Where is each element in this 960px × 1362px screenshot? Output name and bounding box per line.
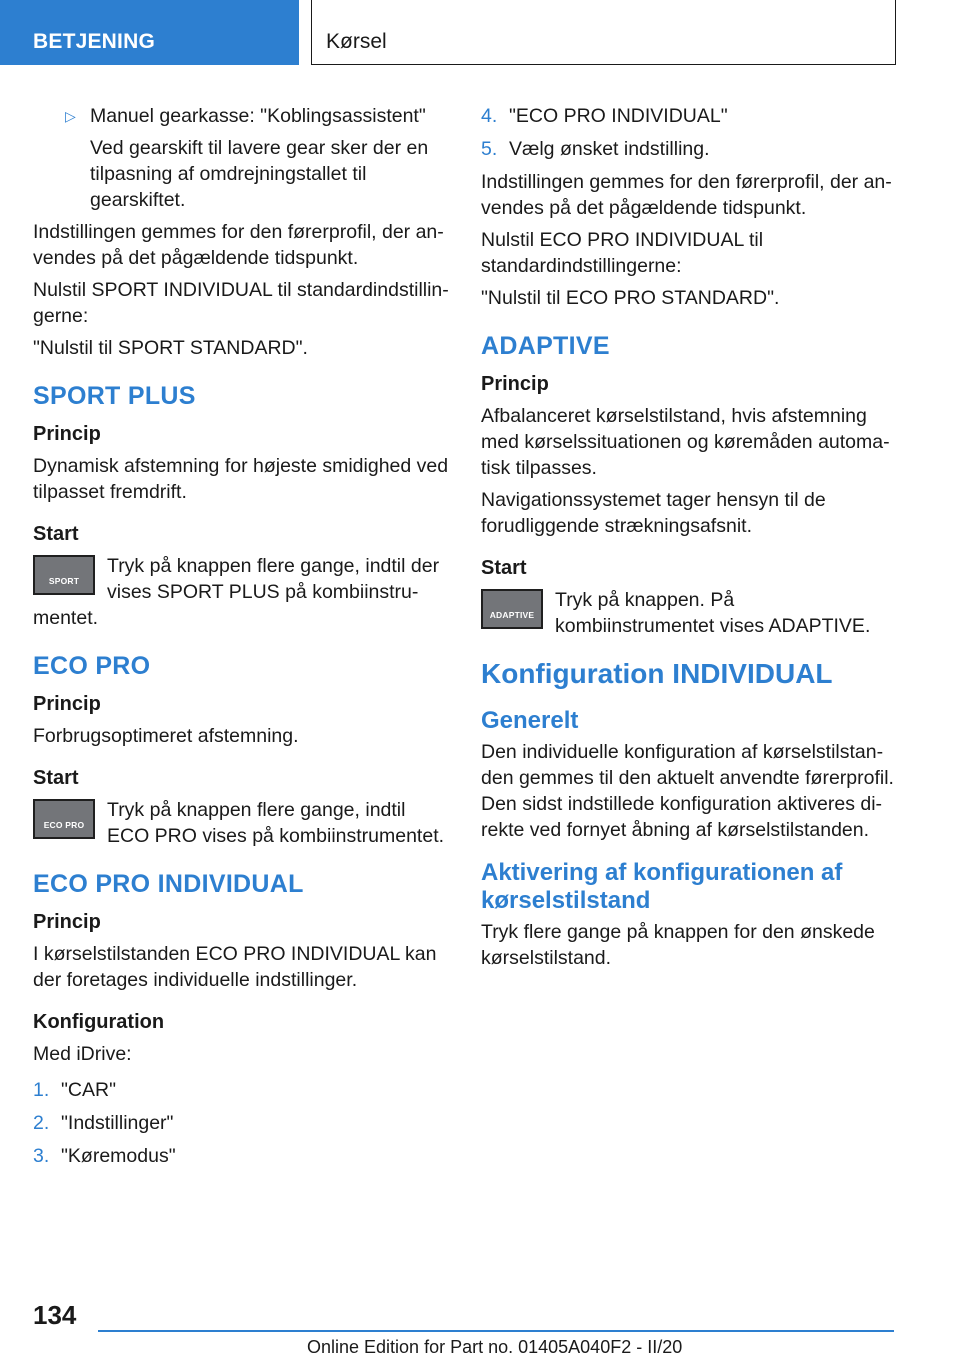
button-image-label: SPORT (48, 576, 80, 586)
paragraph: "Nulstil til ECO PRO STANDARD". (481, 287, 780, 309)
button-image-label: ECO PRO (43, 820, 85, 830)
subheading-princip: Princip (33, 423, 101, 445)
button-image-label: ADAPTIVE (489, 610, 535, 620)
manual-gearbox-label: Manuel gearkasse: "Koblingsassistent" (90, 105, 426, 127)
list-number: 3. (33, 1145, 50, 1167)
list-text: Vælg ønsket indstilling. (509, 138, 710, 160)
section-heading-eco-pro: ECO PRO (33, 652, 151, 680)
list-item (481, 103, 897, 129)
steps-list (33, 1077, 449, 1169)
list-item (33, 1110, 449, 1136)
paragraph: Dynamisk afstemning for højeste smidighed ved tilpasset fremdrift. (33, 455, 449, 503)
section-title: BETJENING (33, 30, 155, 53)
paragraph: Navigationssystemet tager hensyn til de forudliggende strækningsafsnit. (481, 489, 826, 537)
chapter-tab (311, 0, 896, 65)
start-instruction (33, 797, 449, 849)
list-text: "Indstillinger" (61, 1112, 174, 1134)
manual-gearbox-item (33, 103, 449, 129)
paragraph: Indstillingen gemmes for den førerprofil, der anvendes på det pågældende tidspunkt. (33, 221, 444, 269)
subheading-princip: Princip (33, 911, 101, 933)
list-text: "CAR" (61, 1079, 117, 1101)
paragraph: "Nulstil til SPORT STANDARD". (33, 337, 308, 359)
list-number: 4. (481, 105, 498, 127)
paragraph: Afbalanceret kørselstilstand, hvis afstemning med kørselssituationen og køremåden automatisk tilpasses. (481, 405, 890, 479)
paragraph: I kørselstilstanden ECO PRO INDIVIDUAL kan der foretages individuelle indstillinger. (33, 943, 437, 991)
paragraph: Indstillingen gemmes for den førerprofil, der anvendes på det pågældende tidspunkt. (481, 171, 892, 219)
list-text: "ECO PRO INDIVIDUAL" (509, 105, 728, 127)
list-item (33, 1077, 449, 1103)
section-heading-konfiguration-individual: Konfiguration INDIVIDUAL (481, 658, 833, 689)
paragraph: Med iDrive: (33, 1043, 132, 1065)
start-text: Tryk på knappen. På kombiinstrumentet vises ADAPTIVE. (555, 589, 871, 637)
start-instruction (33, 553, 449, 631)
paragraph: Den individuelle konfiguration af kørselstilstanden gemmes til den aktuelt anvendte førerprofil. Den sidst indstillede konfiguration aktiveres direkte ved fornyet åbning af kørselstilstanden. (481, 741, 894, 841)
section-tab (0, 0, 299, 65)
list-text: "Køremodus" (61, 1145, 176, 1167)
list-item (33, 1143, 449, 1169)
edition-note: Online Edition for Part no. 01405A040F2 - II/20 (307, 1337, 683, 1357)
right-column (481, 103, 897, 977)
triangle-bullet-icon: ▷ (65, 108, 76, 124)
subheading-generelt: Generelt (481, 707, 579, 734)
left-column (33, 103, 449, 1176)
subheading-start: Start (33, 523, 79, 545)
sport-button-image (33, 555, 95, 595)
section-heading-eco-pro-individual: ECO PRO INDIVIDUAL (33, 870, 304, 898)
footer-divider (98, 1330, 894, 1332)
eco-pro-button-image (33, 799, 95, 839)
subheading-start: Start (33, 767, 79, 789)
paragraph: Forbrugsoptimeret afstemning. (33, 725, 299, 747)
start-text: Tryk på knappen flere gange, indtil ECO PRO vises på kombiinstrumentet. (107, 799, 445, 847)
subheading-princip: Princip (481, 373, 549, 395)
list-number: 5. (481, 138, 498, 160)
subheading-konfiguration: Konfiguration (33, 1011, 165, 1033)
start-instruction (481, 587, 897, 639)
start-text: Tryk på knappen flere gange, indtil der vises SPORT PLUS på kombiinstrumentet. (33, 555, 440, 629)
subheading-princip: Princip (33, 693, 101, 715)
subheading-start: Start (481, 557, 527, 579)
list-item (481, 136, 897, 162)
paragraph: Tryk flere gange på knappen for den ønskede kørselstilstand. (481, 921, 875, 969)
paragraph: Nulstil SPORT INDIVIDUAL til standardindstillingerne: (33, 279, 449, 327)
paragraph: Nulstil ECO PRO INDIVIDUAL til standardindstillingerne: (481, 229, 764, 277)
adaptive-button-image (481, 589, 543, 629)
subheading-aktivering: Aktivering af konfigurationen af kørselstilstand (481, 859, 843, 914)
list-number: 1. (33, 1079, 50, 1101)
list-number: 2. (33, 1112, 50, 1134)
manual-gearbox-text: Ved gearskift til lavere gear sker der en tilpasning af omdrejningstallet til gearskiftet. (90, 137, 429, 211)
steps-list-continued (481, 103, 897, 162)
chapter-title: Kørsel (326, 30, 387, 53)
page-number: 134 (33, 1300, 77, 1330)
section-heading-sport-plus: SPORT PLUS (33, 382, 196, 410)
section-heading-adaptive: ADAPTIVE (481, 332, 610, 360)
